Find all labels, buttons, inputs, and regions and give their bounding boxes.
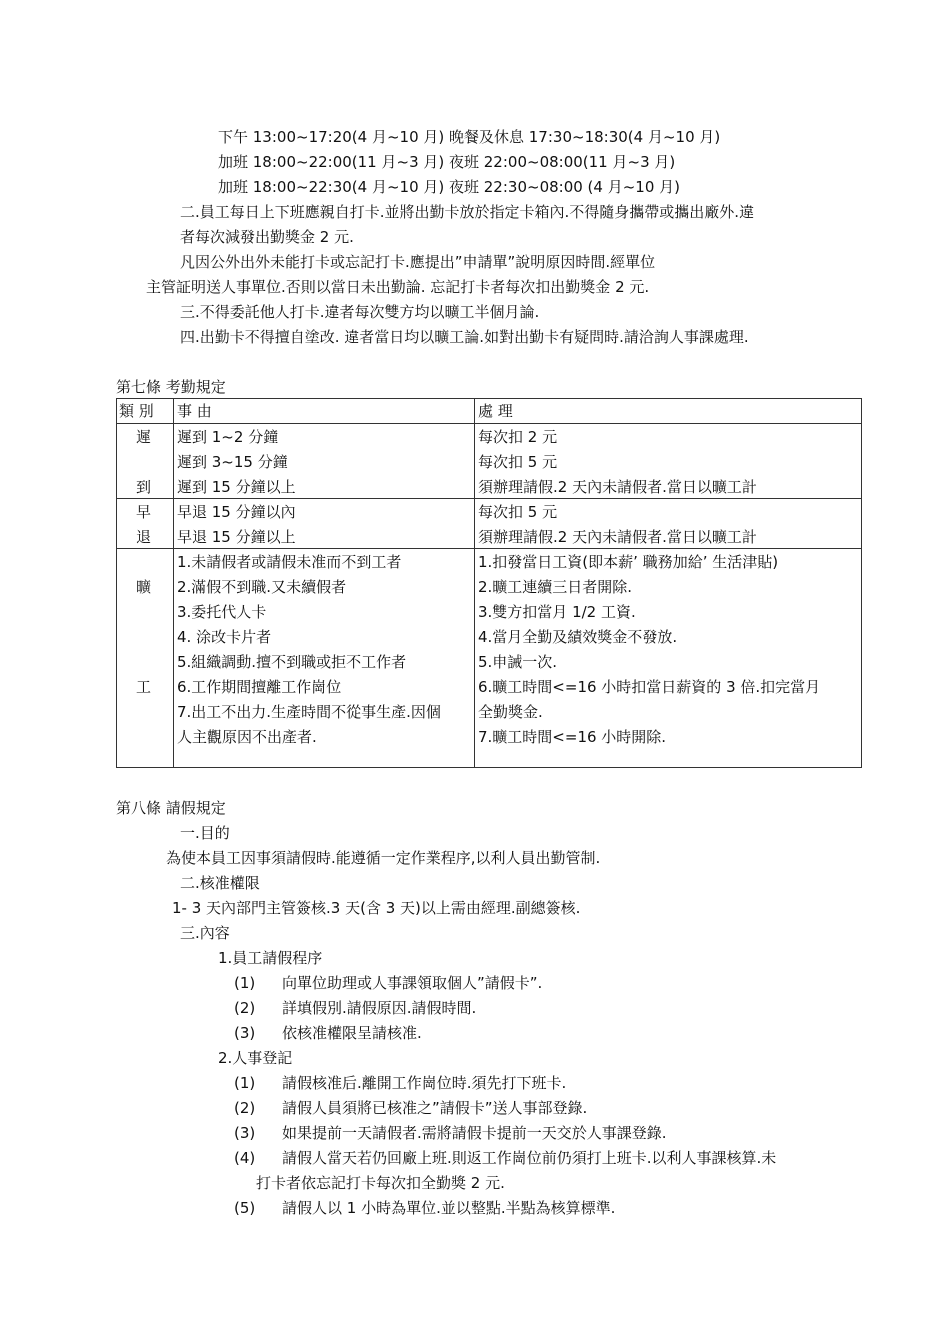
registration-item-5-text: 請假人以 1 小時為單位.並以整點.半點為核算標準. (282, 1199, 616, 1217)
late-reason-3: 遲到 15 分鐘以上 (177, 478, 296, 496)
rule-2-text: 二.員工每日上下班應親自打卡.並將出勤卡放於指定卡箱內.不得隨身攜帶或攜出廠外.違 (180, 203, 755, 221)
absent-reason-4: 4. 涂改卡片者 (177, 628, 272, 646)
early-handling-2: 須辦理請假.2 天內未請假者.當日以曠工計 (478, 528, 757, 546)
purpose-text: 為使本員工因事須請假時.能遵循一定作業程序,以利人員出勤管制. (166, 849, 601, 867)
procedure-heading: 1.員工請假程序 (218, 949, 323, 967)
header-category: 類 別 (119, 402, 154, 420)
rule-2-note: 凡因公外出外未能打卡或忘記打卡.應提出”申請單”說明原因時間.經單位 (180, 253, 656, 271)
registration-item-2-num: (2) (234, 1099, 256, 1117)
absent-handling-6: 6.曠工時間<=16 小時扣當日薪資的 3 倍.扣完當月 (478, 678, 821, 696)
registration-item-1-num: (1) (234, 1074, 256, 1092)
procedure-item-1-text: 向單位助理或人事課領取個人”請假卡”. (282, 974, 543, 992)
registration-item-3-num: (3) (234, 1124, 256, 1142)
absent-reason-6: 6.工作期間擅離工作崗位 (177, 678, 342, 696)
late-handling-3: 須辦理請假.2 天內未請假者.當日以曠工計 (478, 478, 757, 496)
registration-item-4-num: (4) (234, 1149, 256, 1167)
category-absent-bottom: 工 (136, 678, 152, 696)
table-divider-header (116, 423, 862, 424)
table-divider-col1 (173, 398, 174, 768)
absent-reason-2: 2.滿假不到職.又未續假者 (177, 578, 347, 596)
registration-heading: 2.人事登記 (218, 1049, 293, 1067)
registration-item-4-text: 請假人當天若仍回廠上班.則返工作崗位前仍須打上班卡.以利人事課核算.未 (282, 1149, 777, 1167)
registration-item-5-num: (5) (234, 1199, 256, 1217)
late-reason-2: 遲到 3~15 分鐘 (177, 453, 288, 471)
late-handling-2: 每次扣 5 元 (478, 453, 558, 471)
category-late-bottom: 到 (136, 478, 152, 496)
late-reason-1: 遲到 1~2 分鐘 (177, 428, 279, 446)
category-early-top: 早 (136, 503, 152, 521)
early-reason-1: 早退 15 分鐘以內 (177, 503, 296, 521)
attendance-table (116, 398, 862, 768)
table-divider-late (116, 498, 862, 499)
absent-handling-7: 7.曠工時間<=16 小時開除. (478, 728, 667, 746)
table-divider-col2 (474, 398, 475, 768)
absent-reason-1: 1.未請假者或請假未准而不到工者 (177, 553, 402, 571)
procedure-item-3-text: 依核准權限呈請核准. (282, 1024, 422, 1042)
absent-reason-5: 5.組織調動.擅不到職或拒不工作者 (177, 653, 407, 671)
header-handling: 處 理 (478, 402, 513, 420)
absent-reason-7: 7.出工不出力.生產時間不從事生產.因個 (177, 703, 441, 721)
category-late-top: 遲 (136, 428, 152, 446)
article7-title: 第七條 考勤規定 (116, 378, 226, 396)
schedule-line-overtime-winter: 加班 18:00~22:00(11 月~3 月) 夜班 22:00~08:00(11 月~3 月) (218, 153, 676, 171)
rule-2-note-cont: 主管証明送人事單位.否則以當日未出勤論. 忘記打卡者每次扣出勤獎金 2 元. (146, 278, 650, 296)
early-reason-2: 早退 15 分鐘以上 (177, 528, 296, 546)
registration-item-4-cont: 打卡者依忘記打卡每次扣全勤獎 2 元. (256, 1174, 505, 1192)
absent-handling-6-cont: 全勤獎金. (478, 703, 543, 721)
article8-title: 第八條 請假規定 (116, 799, 226, 817)
header-reason: 事 由 (177, 402, 212, 420)
absent-handling-3: 3.雙方扣當月 1/2 工資. (478, 603, 636, 621)
registration-item-1-text: 請假核准后.離開工作崗位時.須先打下班卡. (282, 1074, 567, 1092)
absent-handling-1: 1.扣發當日工資(即本薪’ 職務加給’ 生活津貼) (478, 553, 779, 571)
purpose-heading: 一.目的 (180, 824, 230, 842)
rule-4-text: 四.出勤卡不得擅自塗改. 違者當日均以曠工論.如對出勤卡有疑問時.請洽詢人事課處理. (180, 328, 749, 346)
procedure-item-1-num: (1) (234, 974, 256, 992)
schedule-line-afternoon: 下午 13:00~17:20(4 月~10 月) 晚餐及休息 17:30~18:30(4 月~10 月) (218, 128, 721, 146)
absent-reason-7-cont: 人主觀原因不出產者. (177, 728, 317, 746)
late-handling-1: 每次扣 2 元 (478, 428, 558, 446)
procedure-item-2-text: 詳填假別.請假原因.請假時間. (282, 999, 477, 1017)
schedule-line-overtime-summer: 加班 18:00~22:30(4 月~10 月) 夜班 22:30~08:00 (4 月~10 月) (218, 178, 680, 196)
table-divider-early (116, 548, 862, 549)
absent-handling-5: 5.申誡一次. (478, 653, 558, 671)
early-handling-1: 每次扣 5 元 (478, 503, 558, 521)
procedure-item-3-num: (3) (234, 1024, 256, 1042)
absent-handling-4: 4.當月全勤及績效獎金不發放. (478, 628, 678, 646)
content-heading: 三.內容 (180, 924, 230, 942)
rule-2-text-cont: 者每次減發出勤獎金 2 元. (180, 228, 354, 246)
procedure-item-2-num: (2) (234, 999, 256, 1017)
registration-item-2-text: 請假人員須將已核准之”請假卡”送人事部登錄. (282, 1099, 588, 1117)
category-absent-top: 曠 (136, 578, 152, 596)
authority-text: 1- 3 天內部門主管簽核.3 天(含 3 天)以上需由經理.副總簽核. (172, 899, 581, 917)
absent-reason-3: 3.委托代人卡 (177, 603, 267, 621)
rule-3-text: 三.不得委託他人打卡.違者每次雙方均以曠工半個月論. (180, 303, 540, 321)
registration-item-3-text: 如果提前一天請假者.需將請假卡提前一天交於人事課登錄. (282, 1124, 667, 1142)
authority-heading: 二.核准權限 (180, 874, 260, 892)
absent-handling-2: 2.曠工連續三日者開除. (478, 578, 633, 596)
category-early-bottom: 退 (136, 528, 152, 546)
